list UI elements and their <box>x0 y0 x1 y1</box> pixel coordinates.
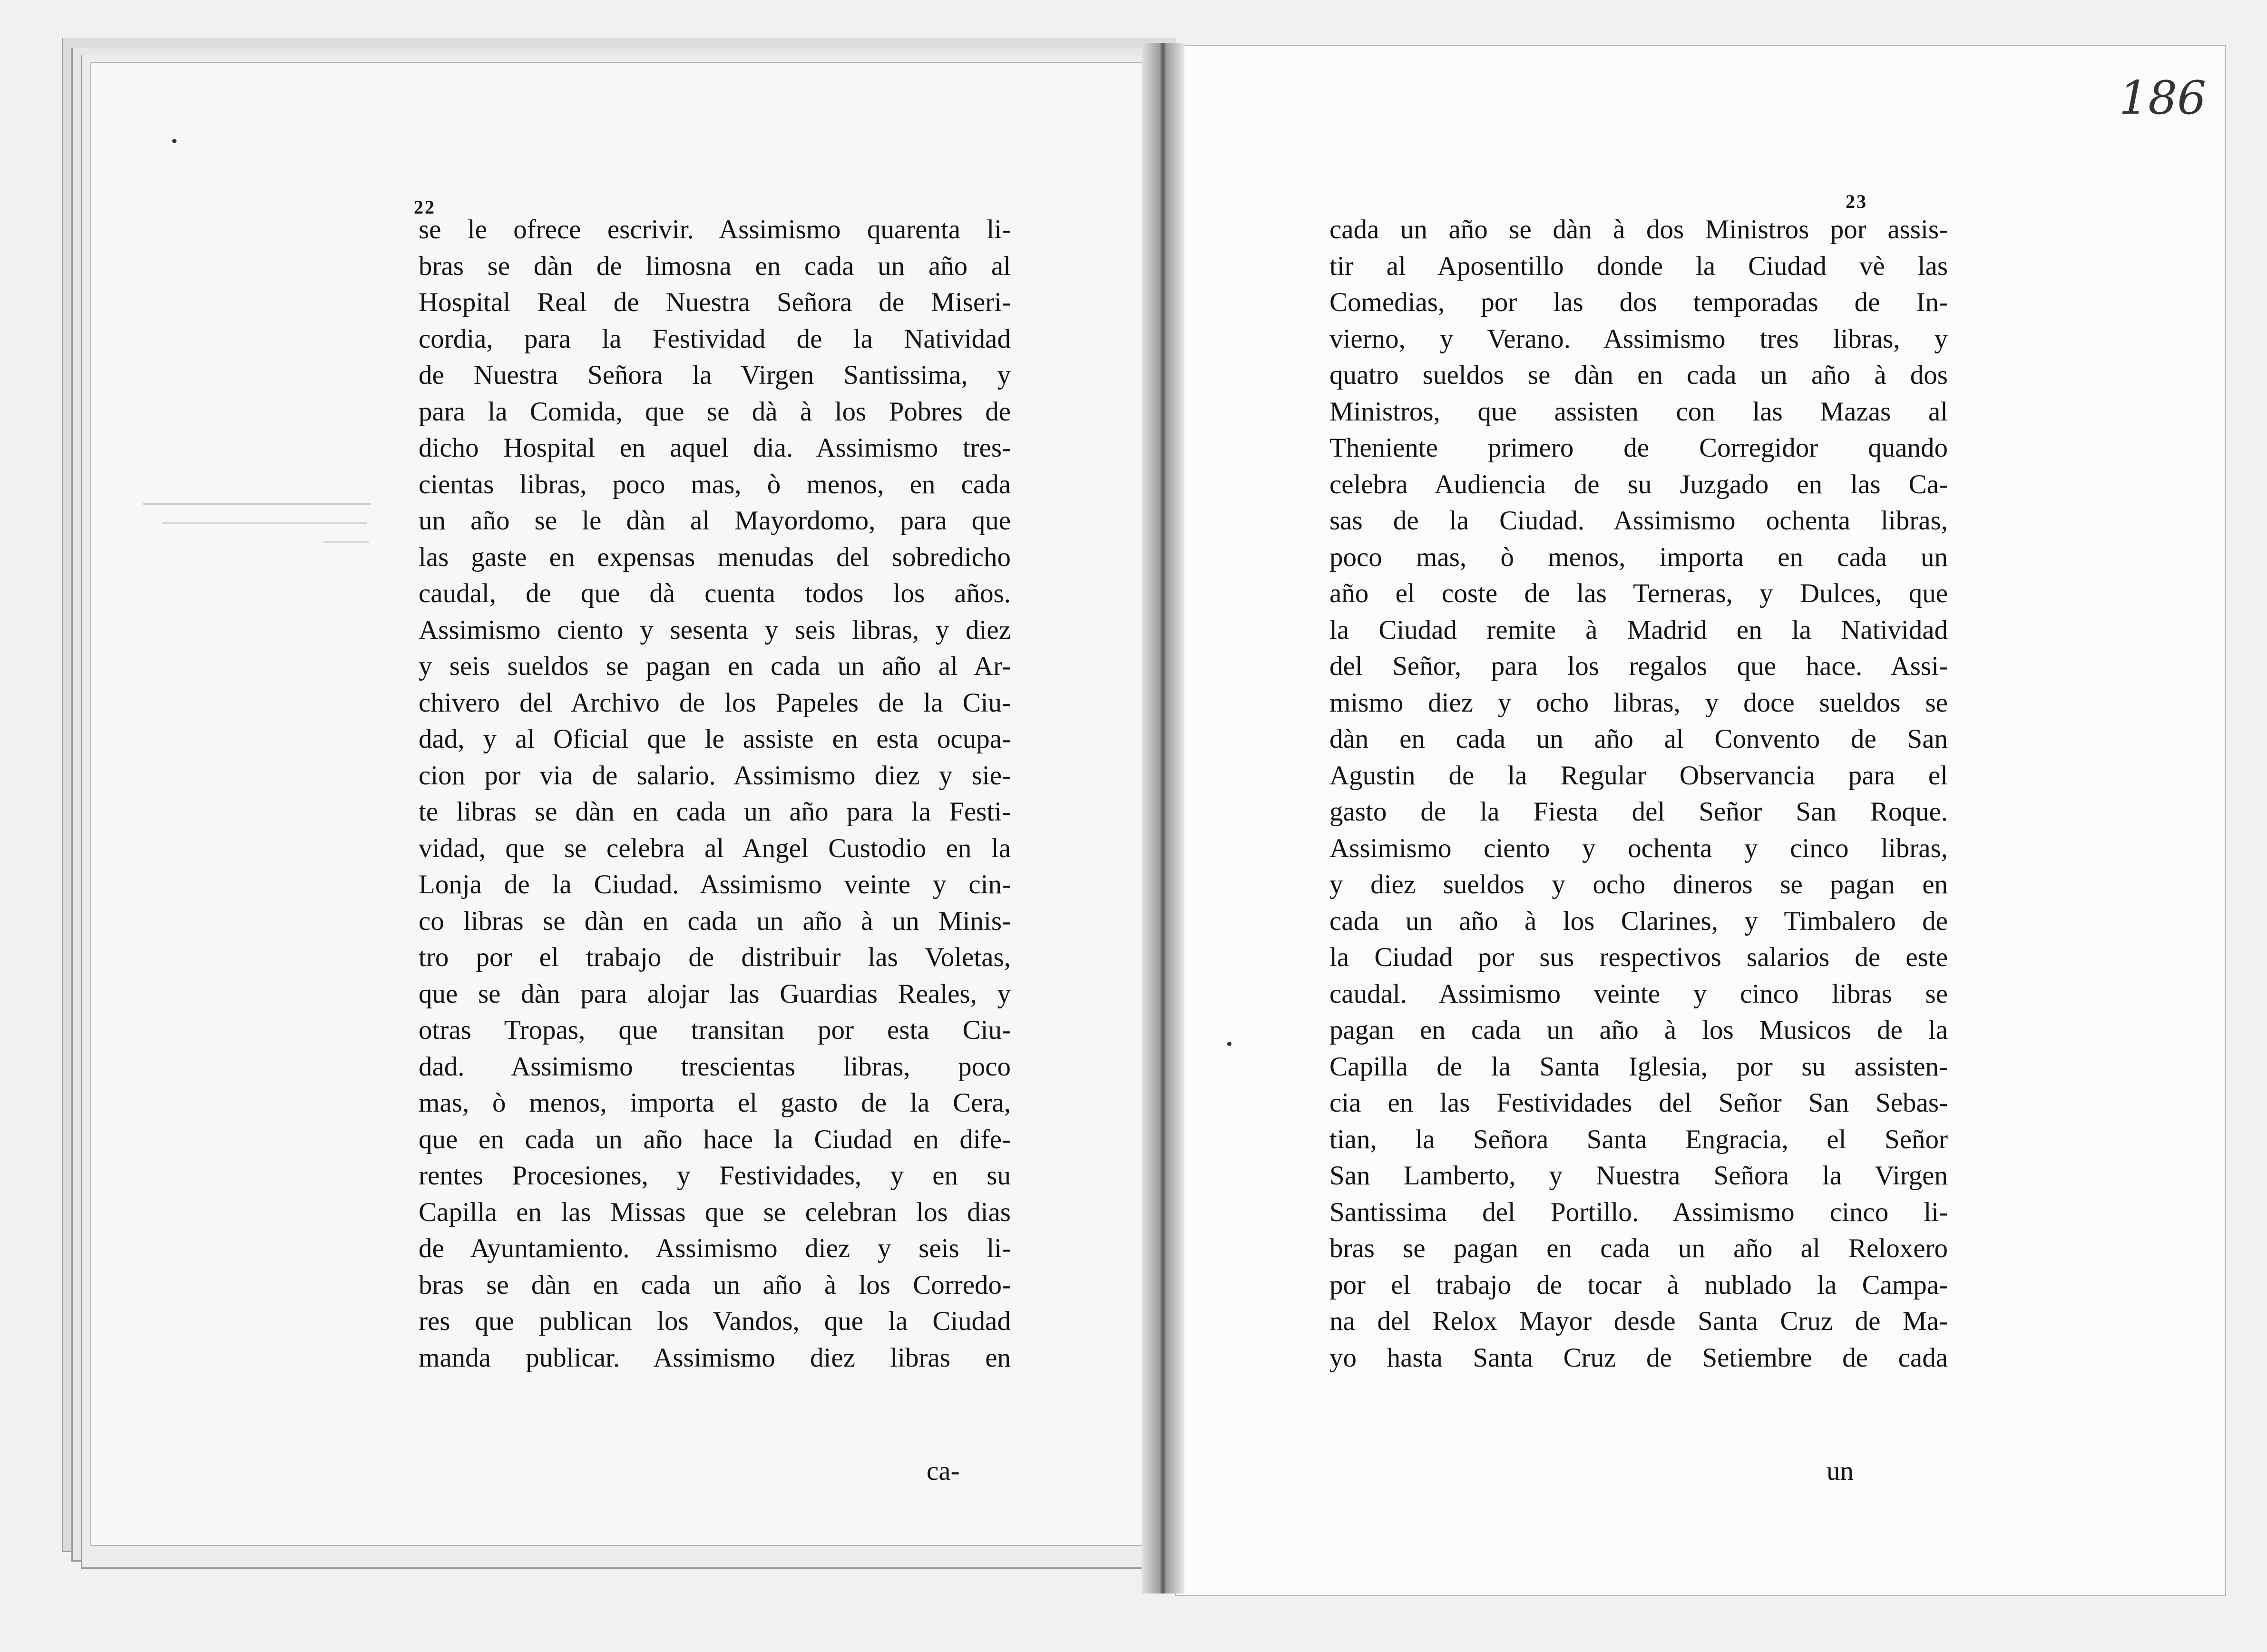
bleed-through-margin-note <box>143 495 371 552</box>
catchword-left: ca- <box>927 1456 960 1486</box>
text-line: bras se dàn de limosna en cada un año al <box>419 251 1011 281</box>
text-line: pagan en cada un año à los Musicos de la <box>1329 1015 1948 1045</box>
text-line: tir al Aposentillo donde la Ciudad vè las <box>1329 251 1948 281</box>
text-line: cia en las Festividades del Señor San Sebas- <box>1329 1088 1948 1118</box>
right-page-text <box>1329 212 1948 1376</box>
text-line: dàn en cada un año al Convento de San <box>1329 724 1948 754</box>
text-line: se le ofrece escrivir. Assimismo quarenta li- <box>419 215 1011 244</box>
page-number-right: 23 <box>1846 191 1867 212</box>
text-line: de Nuestra Señora la Virgen Santissima, y <box>419 360 1011 390</box>
text-line: cada un año se dàn à dos Ministros por assis- <box>1329 215 1948 244</box>
text-line: Capilla en las Missas que se celebran los dias <box>419 1197 1011 1227</box>
text-line: vierno, y Verano. Assimismo tres libras, y <box>1329 323 1948 354</box>
text-line: Lonja de la Ciudad. Assimismo veinte y cin- <box>419 870 1011 899</box>
text-line: que en cada un año hace la Ciudad en dife- <box>419 1124 1011 1154</box>
text-line: y seis sueldos se pagan en cada un año al Ar- <box>419 651 1011 681</box>
text-line: para la Comida, que se dà à los Pobres de <box>419 396 1011 427</box>
text-line: te libras se dàn en cada un año para la Festi- <box>419 797 1011 827</box>
text-line: res que publican los Vandos, que la Ciudad <box>419 1306 1011 1336</box>
text-line: Ministros, que assisten con las Mazas al <box>1329 396 1948 427</box>
ink-speck <box>1227 1042 1231 1046</box>
text-line: caudal, de que dà cuenta todos los años. <box>419 578 1011 608</box>
text-line: la Ciudad por sus respectivos salarios de este <box>1329 942 1948 972</box>
book-spine <box>1142 43 1184 1593</box>
text-line: Capilla de la Santa Iglesia, por su assisten- <box>1329 1051 1948 1082</box>
text-line: sas de la Ciudad. Assimismo ochenta libras, <box>1329 506 1948 536</box>
text-line: cordia, para la Festividad de la Natividad <box>419 323 1011 354</box>
text-line: año el coste de las Terneras, y Dulces, que <box>1329 578 1948 608</box>
text-line: Assimismo ciento y ochenta y cinco libras, <box>1329 833 1948 863</box>
text-line: Comedias, por las dos temporadas de In- <box>1329 287 1948 317</box>
text-line: dad, y al Oficial que le assiste en esta ocupa- <box>419 724 1011 754</box>
text-line: bras se pagan en cada un año al Reloxero <box>1329 1233 1948 1263</box>
text-line: por el trabajo de tocar à nublado la Campa- <box>1329 1270 1948 1300</box>
text-line: cion por via de salario. Assimismo diez y sie- <box>419 760 1011 791</box>
text-line: un año se le dàn al Mayordomo, para que <box>419 506 1011 536</box>
text-line: San Lamberto, y Nuestra Señora la Virgen <box>1329 1161 1948 1191</box>
text-line: otras Tropas, que transitan por esta Ciu- <box>419 1015 1011 1045</box>
text-line: chivero del Archivo de los Papeles de la Ciu- <box>419 687 1011 718</box>
text-line: celebra Audiencia de su Juzgado en las Ca- <box>1329 469 1948 499</box>
text-line: tro por el trabajo de distribuir las Voletas, <box>419 942 1011 972</box>
text-line: mas, ò menos, importa el gasto de la Cera, <box>419 1088 1011 1118</box>
text-line: Agustin de la Regular Observancia para el <box>1329 760 1948 791</box>
text-line: tian, la Señora Santa Engracia, el Señor <box>1329 1124 1948 1154</box>
text-line: mismo diez y ocho libras, y doce sueldos se <box>1329 687 1948 718</box>
text-line: Hospital Real de Nuestra Señora de Miseri- <box>419 287 1011 317</box>
text-line: yo hasta Santa Cruz de Setiembre de cada <box>1329 1342 1948 1373</box>
page-number-left: 22 <box>414 196 436 218</box>
text-line: gasto de la Fiesta del Señor San Roque. <box>1329 797 1948 827</box>
text-line: Assimismo ciento y sesenta y seis libras, y diez <box>419 615 1011 645</box>
left-page-text <box>419 212 1011 1376</box>
text-line: dicho Hospital en aquel dia. Assimismo tres- <box>419 433 1011 463</box>
text-line: Theniente primero de Corregidor quando <box>1329 433 1948 463</box>
text-line: vidad, que se celebra al Angel Custodio en la <box>419 833 1011 863</box>
text-line: manda publicar. Assimismo diez libras en <box>419 1342 1011 1373</box>
ink-speck <box>172 139 176 143</box>
text-line: rentes Procesiones, y Festividades, y en su <box>419 1161 1011 1191</box>
text-line: que se dàn para alojar las Guardias Reales, y <box>419 978 1011 1009</box>
text-line: Santissima del Portillo. Assimismo cinco li- <box>1329 1197 1948 1227</box>
text-line: bras se dàn en cada un año à los Corredo- <box>419 1270 1011 1300</box>
catchword-right: un <box>1827 1456 1854 1486</box>
folio-number: 186 <box>2119 71 2207 125</box>
text-line: cada un año à los Clarines, y Timbalero de <box>1329 906 1948 936</box>
text-line: poco mas, ò menos, importa en cada un <box>1329 542 1948 572</box>
text-line: dad. Assimismo trescientas libras, poco <box>419 1051 1011 1082</box>
text-line: cientas libras, poco mas, ò menos, en cada <box>419 469 1011 499</box>
text-line: na del Relox Mayor desde Santa Cruz de Ma- <box>1329 1306 1948 1336</box>
text-line: y diez sueldos y ocho dineros se pagan en <box>1329 870 1948 899</box>
text-line: caudal. Assimismo veinte y cinco libras se <box>1329 978 1948 1009</box>
text-line: las gaste en expensas menudas del sobredicho <box>419 542 1011 572</box>
text-line: co libras se dàn en cada un año à un Minis- <box>419 906 1011 936</box>
text-line: la Ciudad remite à Madrid en la Natividad <box>1329 615 1948 645</box>
text-line: de Ayuntamiento. Assimismo diez y seis li- <box>419 1233 1011 1263</box>
text-line: del Señor, para los regalos que hace. Assi- <box>1329 651 1948 681</box>
text-line: quatro sueldos se dàn en cada un año à dos <box>1329 360 1948 390</box>
